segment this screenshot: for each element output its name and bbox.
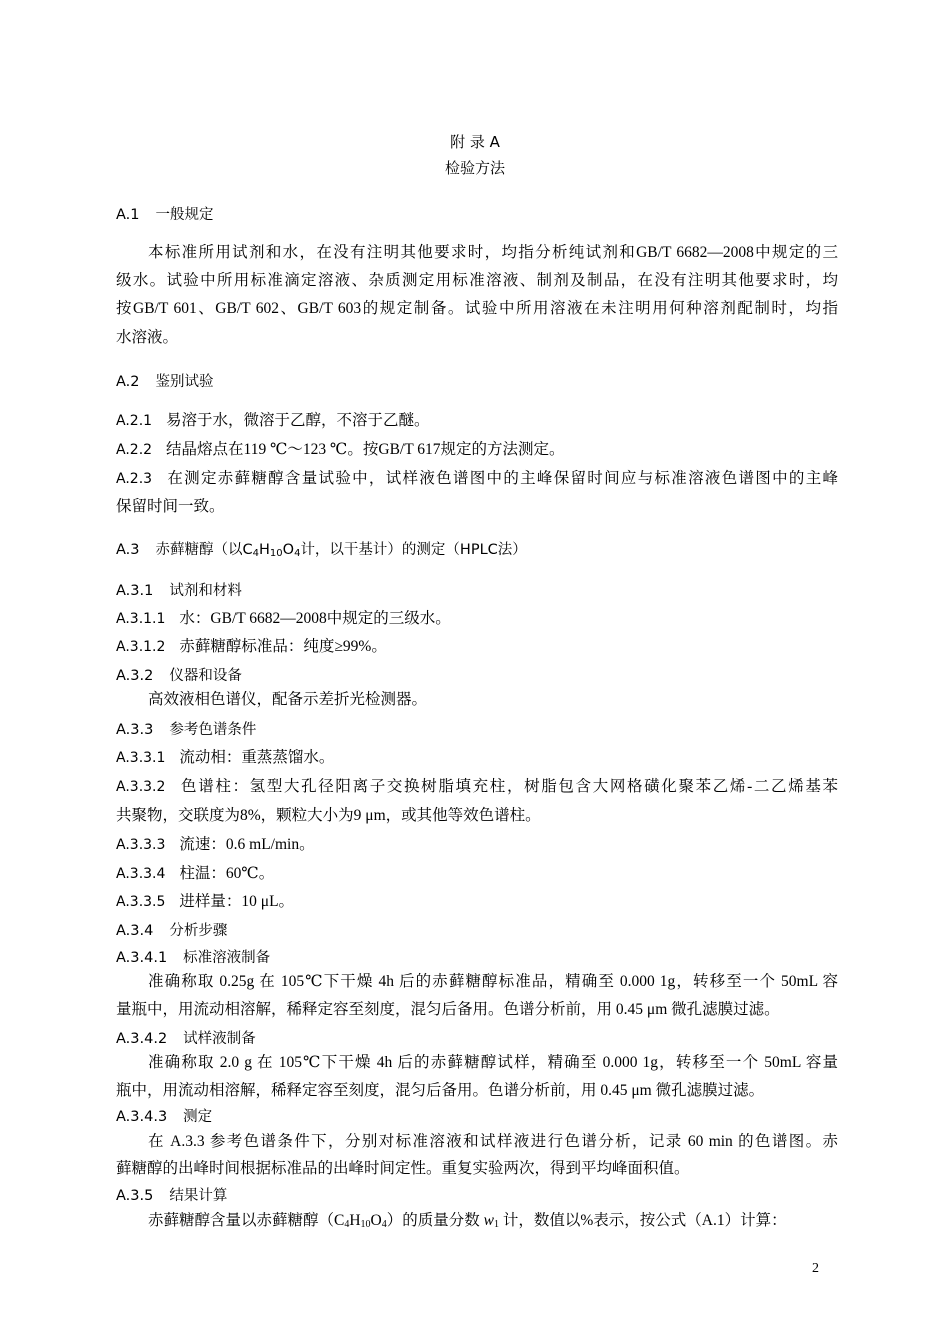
- section-title: 仪器和设备: [169, 668, 242, 684]
- clause-text: 流速：0.6 mL/min。: [179, 836, 315, 853]
- a342-line-2: 瓶中，用流动相溶解，稀释定容至刻度，混匀后备用。色谱分析前，用 0.45 μm 微孔滤膜过滤。: [116, 1082, 765, 1099]
- section-a341-heading: [116, 946, 270, 967]
- section-title-part: 计，以干基计）的测定（HPLC法）: [300, 542, 527, 558]
- section-number: A.3.4.1: [116, 950, 168, 966]
- a32-text: 高效液相色谱仪，配备示差折光检测器。: [148, 691, 428, 708]
- a35-text: [148, 1208, 787, 1230]
- section-title: 分析步骤: [169, 923, 228, 939]
- section-number: A.3.4: [116, 923, 154, 939]
- clause-text: 柱温：60℃。: [179, 865, 275, 882]
- section-number: A.3.5: [116, 1188, 154, 1204]
- section-a1-heading: [116, 203, 214, 224]
- clause-text: 流动相：重蒸蒸馏水。: [179, 749, 335, 766]
- section-number: A.3.4.3: [116, 1109, 168, 1125]
- a343-line-2: 藓糖醇的出峰时间根据标准品的出峰时间定性。重复实验两次，得到平均峰面积值。: [116, 1160, 690, 1177]
- text-part: 计，数值以%表示，按公式（A.1）计算：: [498, 1212, 787, 1229]
- clause-a23-line-2: 保留时间一致。: [116, 498, 225, 515]
- section-title: 试样液制备: [183, 1031, 256, 1047]
- subscript: 1: [493, 1219, 499, 1230]
- clause-a311: [116, 606, 451, 628]
- text-part: O: [370, 1212, 382, 1229]
- clause-number: A.2.1: [116, 413, 153, 429]
- appendix-label: 附 录 A: [450, 133, 500, 151]
- section-a2-heading: [116, 370, 214, 391]
- clause-number: A.3.3.4: [116, 866, 166, 882]
- clause-a331: [116, 745, 334, 767]
- a1-line-4: 水溶液。: [116, 329, 179, 346]
- section-a32-heading: [116, 664, 242, 685]
- clause-a333: [116, 832, 315, 854]
- text-part: 赤藓糖醇含量以赤藓糖醇（C: [148, 1212, 345, 1229]
- section-title: 鉴别试验: [155, 374, 214, 390]
- section-title: 结果计算: [169, 1188, 228, 1204]
- section-a3-heading: [116, 538, 527, 559]
- section-a343-heading: [116, 1105, 212, 1126]
- a342-line-1: 准确称取 2.0 g 在 105℃下干燥 4h 后的赤藓糖醇试样，精确至 0.000 1g，转移至一个 50mL 容量: [148, 1054, 838, 1071]
- clause-a332-line-1: [116, 774, 838, 796]
- clause-a22: [116, 437, 565, 459]
- clause-text: 进样量：10 μL。: [179, 893, 295, 910]
- clause-text: 水：GB/T 6682—2008中规定的三级水。: [179, 610, 451, 627]
- subscript: 10: [360, 1219, 371, 1230]
- clause-number: A.3.1.2: [116, 639, 166, 655]
- section-number: A.1: [116, 207, 140, 223]
- section-title: 试剂和材料: [169, 583, 242, 599]
- section-number: A.3: [116, 542, 140, 558]
- a341-line-2: 量瓶中，用流动相溶解，稀释定容至刻度，混匀后备用。色谱分析前，用 0.45 μm 微孔滤膜过滤。: [116, 1001, 780, 1018]
- clause-a312: [116, 634, 387, 656]
- section-number: A.3.3: [116, 722, 154, 738]
- section-title-part: O: [282, 542, 295, 558]
- clause-text: 赤藓糖醇标准品：纯度≥99%。: [179, 638, 387, 655]
- subscript: 4: [252, 548, 259, 559]
- a341-line-1: 准确称取 0.25g 在 105℃下干燥 4h 后的赤藓糖醇标准品，精确至 0.000 1g，转移至一个 50mL 容: [148, 973, 838, 990]
- clause-number: A.3.3.1: [116, 750, 166, 766]
- section-number: A.3.1: [116, 583, 154, 599]
- section-title: 一般规定: [155, 207, 214, 223]
- a343-line-1: 在 A.3.3 参考色谱条件下，分别对标准溶液和试样液进行色谱分析，记录 60 min 的色谱图。赤: [148, 1133, 838, 1150]
- text-part: H: [349, 1212, 361, 1229]
- clause-text: 色谱柱：氢型大孔径阳离子交换树脂填充柱，树脂包含大网格磺化聚苯乙烯-二乙烯基苯: [179, 778, 838, 795]
- section-a342-heading: [116, 1027, 256, 1048]
- clause-number: A.3.1.1: [116, 611, 166, 627]
- a1-line-2: 级水。试验中所用标准滴定溶液、杂质测定用标准溶液、制剂及制品，在没有注明其他要求时，均: [116, 272, 838, 289]
- clause-text: 在测定赤藓糖醇含量试验中，试样液色谱图中的主峰保留时间应与标准溶液色谱图中的主峰: [166, 470, 838, 487]
- clause-a21: [116, 408, 430, 430]
- clause-number: A.3.3.3: [116, 837, 166, 853]
- section-title: 标准溶液制备: [183, 950, 271, 966]
- appendix-title: 检验方法: [444, 159, 505, 177]
- section-number: A.3.4.2: [116, 1031, 168, 1047]
- variable-w: w: [483, 1212, 494, 1229]
- section-a31-heading: [116, 579, 242, 600]
- clause-text: 易溶于水，微溶于乙醇，不溶于乙醚。: [166, 412, 430, 429]
- section-title: 测定: [183, 1109, 213, 1125]
- clause-text: 结晶熔点在119 ℃～123 ℃。按GB/T 617规定的方法测定。: [166, 441, 565, 458]
- a1-line-3: 按GB/T 601、GB/T 602、GB/T 603的规定制备。试验中所用溶液在未注明用何种溶剂配制时，均指: [116, 300, 838, 317]
- clause-a23-line-1: [116, 466, 838, 488]
- clause-a335: [116, 889, 294, 911]
- section-a35-heading: [116, 1184, 227, 1205]
- section-a34-heading: [116, 919, 227, 940]
- text-part: ）的质量分数: [386, 1212, 484, 1229]
- section-number: A.3.2: [116, 668, 154, 684]
- subscript: 10: [269, 548, 283, 559]
- clause-number: A.3.3.2: [116, 779, 166, 795]
- a1-line-1: 本标准所用试剂和水，在没有注明其他要求时，均指分析纯试剂和GB/T 6682—2008中规定的三: [148, 244, 838, 261]
- page-number: 2: [812, 1261, 819, 1276]
- subscript: 4: [381, 1219, 387, 1230]
- clause-a334: [116, 861, 274, 883]
- clause-number: A.3.3.5: [116, 894, 166, 910]
- clause-a332-line-2: 共聚物，交联度为8%，颗粒大小为9 μm，或其他等效色谱柱。: [116, 807, 541, 824]
- section-number: A.2: [116, 374, 140, 390]
- subscript: 4: [294, 548, 301, 559]
- section-title-part: 赤藓糖醇（以C: [155, 542, 253, 558]
- clause-number: A.2.2: [116, 442, 153, 458]
- subscript: 4: [344, 1219, 350, 1230]
- section-a33-heading: [116, 718, 256, 739]
- section-title-part: H: [259, 542, 270, 558]
- section-title: 参考色谱条件: [169, 722, 257, 738]
- clause-number: A.2.3: [116, 471, 153, 487]
